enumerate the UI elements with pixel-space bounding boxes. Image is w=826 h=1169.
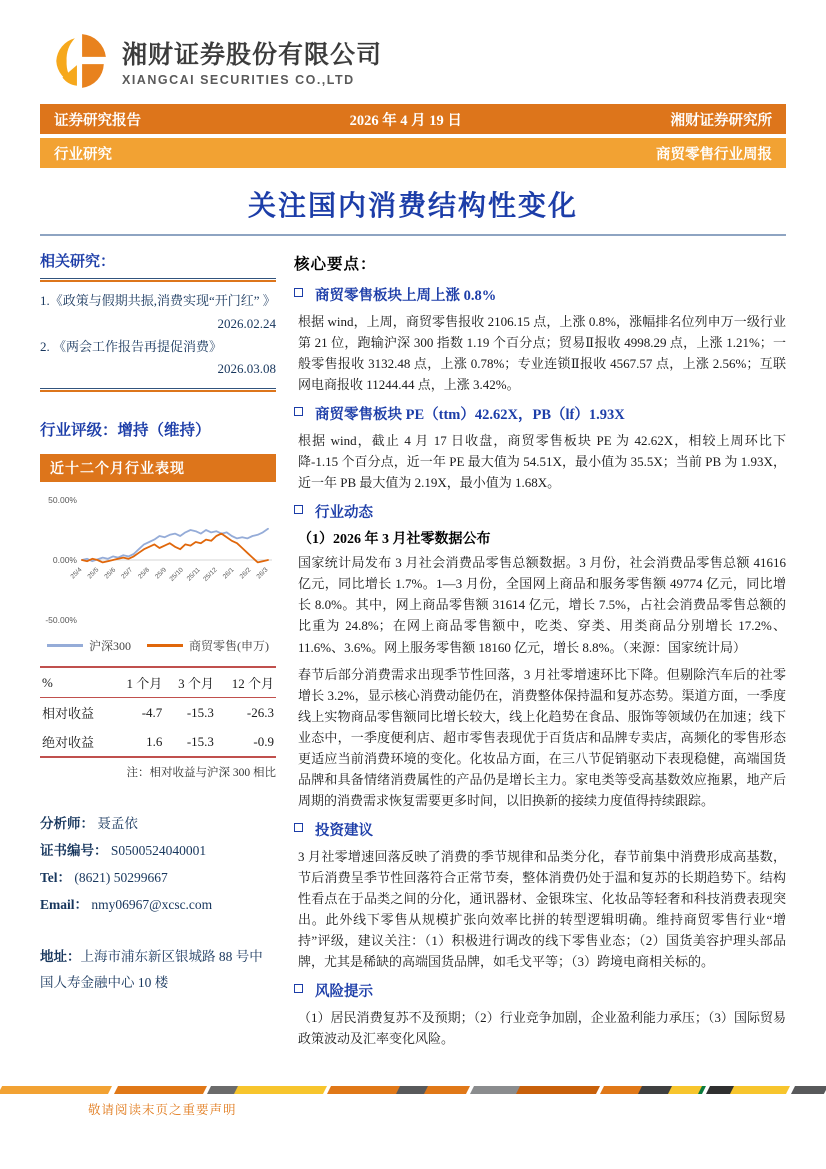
table-header-3m: 3 个月: [164, 667, 216, 698]
svg-text:50.00%: 50.00%: [48, 495, 77, 505]
legend-item-hs300: [47, 637, 131, 654]
divider: [40, 278, 276, 282]
table-header-1m: 1 个月: [113, 667, 165, 698]
address-value: 上海市浦东新区银城路 88 号中国人寿金融中心 10 楼: [40, 949, 263, 990]
footer-stripe: [0, 1086, 826, 1094]
related-research-date: 2026.03.08: [217, 361, 276, 377]
relative-12m: -26.3: [246, 704, 274, 720]
cert-label: 证书编号：: [40, 843, 108, 858]
svg-text:25/6: 25/6: [103, 566, 118, 581]
square-bullet-icon: [294, 505, 303, 514]
analyst-line: [40, 810, 276, 837]
main-content: [294, 250, 786, 1057]
report-type-bar: [40, 104, 786, 134]
email-address[interactable]: nmy06967@xcsc.com: [91, 897, 213, 912]
row-label-relative: 相对收益: [42, 706, 95, 721]
section-heading: 商贸零售板块上周上涨 0.8%: [315, 288, 497, 304]
subsection-heading: （1）2026 年 3 月社零数据公布: [298, 532, 491, 548]
email-label: Email：: [40, 897, 89, 912]
analyst-block: [40, 810, 276, 918]
section-paragraph: 春节后部分消费需求出现季节性回落，3 月社零增速环比下降。但剔除汽车后的社零增长 3.2%，显示核心消费动能仍在，消费整体保持温和复苏态势。渠道方面，一季度线上实物商品零售额同比增长较大，线上化趋势在食品、服饰等领域仍在加速；线下业态中，一季度便利店、超市零售表现优于百货店和品牌专卖店，高频化的零售形态更适应当前消费环境的变化。化妆品方面，在三八节促销驱动下表现稳健，高端国货品牌和具备情绪消费属性的产品仍是增长主力。家电类等受高基数效应拖累，地产后周期的消费需求恢复需要更多时间，以旧换新的接续力度值得持续跟踪。: [298, 666, 786, 808]
company-name-cn: 湘财证券股份有限公司: [122, 41, 383, 69]
email-line: [40, 891, 276, 918]
analyst-label: 分析师：: [40, 816, 94, 831]
svg-text:25/10: 25/10: [168, 566, 185, 583]
section-industry-news: [294, 501, 786, 811]
section-paragraph: 根据 wind，截止 4 月 17 日收盘，商贸零售板块 PE 为 42.62X，相较上周环比下降-1.15 个百分点，近一年 PE 最大值为 54.51X，最小值为 35.5X；当前 PB 为 1.93X，近一年 PB 最大值为 2.19X，最小值为 1.68X。: [298, 433, 786, 491]
absolute-3m: -15.3: [186, 733, 214, 749]
section-valuation: [294, 403, 786, 493]
square-bullet-icon: [294, 984, 303, 993]
section-paragraph: 根据 wind，上周，商贸零售报收 2106.15 点，上涨 0.8%，涨幅排名位列申万一级行业第 21 位，跑输沪深 300 指数 1.19 个百分点；贸易Ⅱ报收 4998.29 点，上涨 1.21%；一般零售报收 3132.48 点，上涨 0.78%；专业连锁Ⅱ报收 4567.57 点，上涨 2.56%；互联网电商报收 11244.44 点，上涨 3.42%。: [298, 314, 786, 393]
svg-text:25/4: 25/4: [69, 566, 84, 581]
related-research-heading: 相关研究：: [40, 253, 116, 270]
svg-text:0.00%: 0.00%: [52, 555, 77, 565]
svg-text:26/1: 26/1: [221, 566, 236, 581]
related-research-date: 2026.02.24: [217, 315, 276, 331]
svg-text:26/3: 26/3: [255, 566, 270, 581]
company-name-en: XIANGCAI SECURITIES CO.,LTD: [122, 73, 355, 87]
table-header-percent: %: [40, 667, 113, 698]
tel-number: (8621) 50299667: [74, 870, 168, 885]
chart-title: 近十二个月行业表现: [40, 454, 276, 482]
square-bullet-icon: [294, 288, 303, 297]
xiangcai-logo-icon: [48, 30, 110, 92]
table-note: 注：相对收益与沪深 300 相比: [126, 767, 276, 779]
section-heading: 投资建议: [315, 822, 373, 839]
section-heading: 商贸零售板块 PE（ttm）42.62X，PB（lf）1.93X: [315, 407, 625, 424]
section-investment-advice: [294, 819, 786, 972]
core-points-heading: 核心要点：: [294, 256, 377, 273]
performance-table: [40, 666, 276, 758]
svg-text:25/5: 25/5: [86, 566, 101, 581]
svg-text:25/7: 25/7: [120, 566, 135, 581]
section-weekly-performance: [294, 284, 786, 395]
retail-line-swatch: [147, 644, 183, 647]
legend-item-retail: [147, 637, 269, 654]
table-row: [40, 727, 276, 757]
report-type-label: 证券研究报告: [54, 112, 141, 129]
cert-line: [40, 837, 276, 864]
section-paragraph: 3 月社零增速回落反映了消费的季节规律和品类分化，春节前集中消费形成高基数，节后消费呈季节性回落符合正常节奏，整体消费仍处于温和复苏的长期趋势下。结构性看点在于品类之间的分化，通讯器材、金银珠宝、化妆品等轻奢和科技消费表现突出。此外线下零售从规模扩张向效率比拼的转型逻辑明确。维持商贸零售行业“增持”评级，建议关注：（1）积极进行调改的线下零售业态；（2）国货美容护理头部品牌，尤其是稀缺的高端国货品牌，如毛戈平等；（3）跨境电商相关标的。: [298, 848, 786, 970]
row-label-absolute: 绝对收益: [42, 735, 95, 750]
brand-header: [0, 0, 826, 100]
chart-legend: [40, 637, 276, 654]
industry-bar: [40, 138, 786, 168]
sidebar: [40, 250, 276, 1057]
svg-text:26/2: 26/2: [238, 566, 253, 581]
square-bullet-icon: [294, 407, 303, 416]
report-title: 关注国内消费结构性变化: [247, 191, 578, 222]
legend-label-hs300: 沪深300: [88, 639, 131, 653]
table-row: [40, 698, 276, 728]
related-research-item[interactable]: [40, 290, 276, 336]
section-paragraph: （1）居民消费复苏不及预期；（2）行业竞争加剧，企业盈利能力承压；（3）国际贸易政策波动及汇率变化风险。: [298, 1010, 786, 1047]
industry-rating: 行业评级：增持（维持）: [40, 422, 211, 439]
performance-chart-svg: [40, 486, 276, 638]
report-date: 2026 年 4 月 19 日: [349, 112, 462, 129]
industry-research-label: 行业研究: [54, 146, 112, 163]
svg-text:25/12: 25/12: [202, 566, 219, 583]
svg-text:25/11: 25/11: [185, 566, 202, 583]
footer-disclaimer: 敬请阅读末页之重要声明: [88, 1103, 237, 1117]
svg-text:25/8: 25/8: [137, 566, 152, 581]
weekly-report-label: 商贸零售行业周报: [656, 146, 772, 163]
absolute-12m: -0.9: [253, 733, 274, 749]
analyst-name: 聂孟依: [97, 816, 138, 831]
section-risk-warning: [294, 980, 786, 1049]
section-heading: 行业动态: [315, 505, 373, 522]
square-bullet-icon: [294, 823, 303, 832]
absolute-1m: 1.6: [146, 733, 163, 749]
svg-text:-50.00%: -50.00%: [45, 615, 77, 625]
related-research-title[interactable]: 1.《政策与假期共振,消费实现“开门红” 》: [40, 293, 276, 308]
divider: [40, 388, 276, 392]
address-block: [40, 944, 276, 995]
research-institute-label: 湘财证券研究所: [670, 112, 772, 129]
relative-3m: -15.3: [186, 704, 214, 720]
hs300-line-swatch: [47, 644, 83, 647]
legend-label-retail: 商贸零售(申万): [189, 639, 269, 653]
svg-text:25/9: 25/9: [154, 566, 168, 581]
section-heading: 风险提示: [315, 984, 373, 1001]
relative-1m: -4.7: [141, 704, 163, 720]
section-paragraph: 国家统计局发布 3 月社会消费品零售总额数据。3 月份，社会消费品零售总额 41616 亿元，同比增长 1.7%。1—3 月份，全国网上商品和服务零售额 49774 亿元，同比增长 8.0%。其中，网上商品零售额 31614 亿元，增长 7.5%，占社会消费品零售总额的比重为 24.8%；在网上商品零售额中，吃类、穿类、用类商品分别增长 17.2%、 11.6%、3.6%。网上服务零售额 18160 亿元，增长 8.8%。（来源：国家统计局）: [298, 555, 786, 655]
related-research-title[interactable]: 2. 《两会工作报告再提促消费》: [40, 338, 223, 354]
performance-chart-panel: [40, 454, 276, 654]
cert-number: S0500524040001: [110, 843, 207, 858]
related-research-item[interactable]: [40, 336, 276, 382]
address-label: 地址：: [40, 949, 81, 964]
table-header-12m: 12 个月: [216, 667, 276, 698]
tel-label: Tel：: [40, 870, 72, 885]
tel-line: [40, 864, 276, 891]
